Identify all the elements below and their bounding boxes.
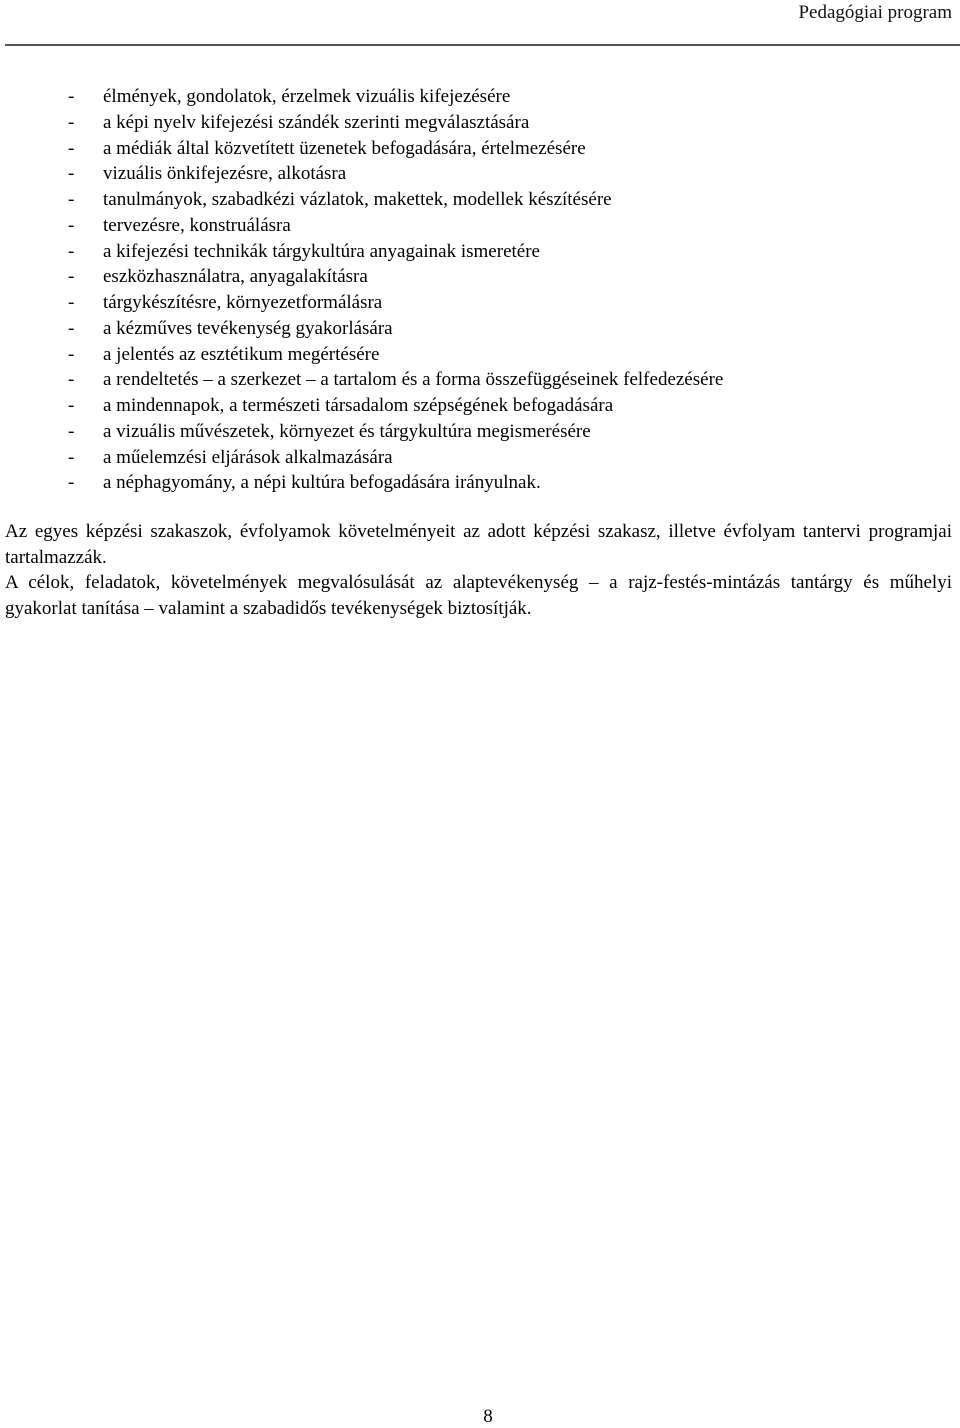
list-item [68,393,723,419]
list-marker: - [68,395,75,416]
list-item-text: a műelemzési eljárások alkalmazására [103,446,393,468]
list-item [68,367,723,393]
list-marker: - [68,420,75,442]
objectives-list [68,84,723,496]
list-marker: - [68,472,75,494]
list-marker: - [68,240,75,262]
list-marker: - [68,111,75,133]
list-marker: - [68,317,75,339]
list-marker: - [68,189,75,210]
list-marker: - [68,163,75,185]
list-item [68,239,723,265]
list-marker: - [68,137,75,159]
list-item-text: a rendeltetés – a szerkezet – a tartalom és a forma összefüggéseinek felfedezésére [103,369,724,391]
page-number: 8 [483,1406,493,1427]
list-item [68,161,723,187]
list-item-text: a vizuális művészetek, környezet és tárgykultúra megismerésére [103,420,591,442]
list-item [68,213,723,239]
list-item [68,445,723,471]
list-item-text: a képi nyelv kifejezési szándék szerinti megválasztására [103,111,530,133]
list-item-text: élmények, gondolatok, érzelmek vizuális kifejezésére [103,86,511,107]
list-item [68,316,723,342]
list-item [68,264,723,290]
list-marker: - [68,343,75,365]
page-header-title: Pedagógiai program [798,2,952,23]
list-marker: - [68,86,75,107]
list-item-text: a jelentés az esztétikum megértésére [103,343,380,365]
body-paragraph-goals: A célok, feladatok, követelmények megvalósulását az alaptevékenység – a rajz-festés-mintázás tantárgy és műhelyi gyakorlat tanítása – valamint a szabadidős tevékenységek biztosítják. [5,572,952,619]
list-item-text: vizuális önkifejezésre, alkotásra [103,163,347,185]
list-item-text: a kifejezési technikák tárgykultúra anyagainak ismeretére [103,240,540,262]
list-item-text: tanulmányok, szabadkézi vázlatok, makettek, modellek készítésére [103,189,612,210]
list-item [68,342,723,368]
list-marker: - [68,369,75,391]
list-item-text: tervezésre, konstruálásra [103,214,291,236]
list-item [68,470,723,496]
list-marker: - [68,266,75,288]
list-marker: - [68,292,75,313]
list-item-text: eszközhasználatra, anyagalakításra [103,266,368,288]
list-item [68,110,723,136]
list-item-text: tárgykészítésre, környezetformálásra [103,292,383,313]
list-marker: - [68,446,75,468]
list-item-text: a néphagyomány, a népi kultúra befogadására irányulnak. [103,472,541,494]
list-item [68,187,723,213]
list-marker: - [68,214,75,236]
list-item [68,136,723,162]
list-item [68,84,723,110]
list-item [68,290,723,316]
list-item-text: a médiák által közvetített üzenetek befogadására, értelmezésére [103,137,586,159]
list-item-text: a kézműves tevékenység gyakorlására [103,317,393,339]
list-item [68,419,723,445]
header-divider [5,44,960,46]
body-paragraph-requirements: Az egyes képzési szakaszok, évfolyamok követelményeit az adott képzési szakasz, illetve évfolyam tantervi programjai tartalmazzák. [5,521,952,568]
list-item-text: a mindennapok, a természeti társadalom szépségének befogadására [103,395,614,416]
